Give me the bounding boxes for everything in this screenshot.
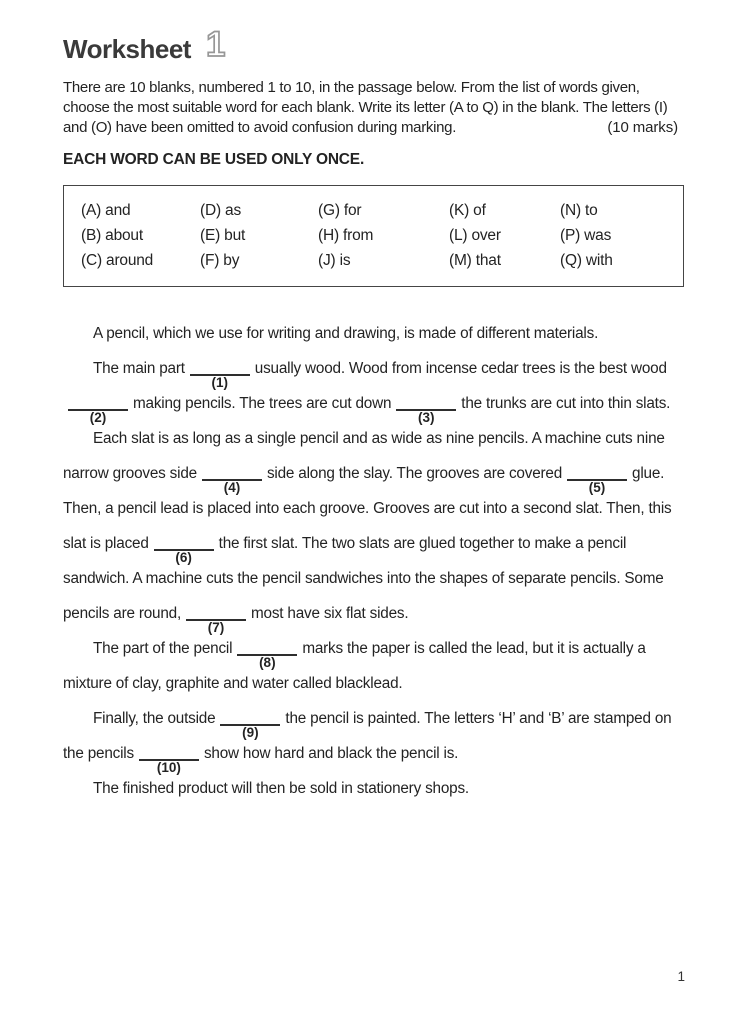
answer-blank-5: [567, 464, 627, 495]
blank-number: (4): [223, 480, 241, 495]
word-option: (J) is: [318, 252, 351, 269]
blank-number: (8): [259, 655, 276, 670]
answer-blank-4: [202, 464, 262, 495]
blank-number: (3): [418, 410, 435, 425]
word-option: (C) around: [81, 252, 154, 269]
passage-paragraph: The part of the pencil (8) marks the paper is called the lead, but it is actually a mixture of clay, graphite and water called blacklead.: [63, 640, 646, 692]
rule-text: EACH WORD CAN BE USED ONLY ONCE.: [63, 151, 365, 168]
answer-blank-2: [68, 394, 128, 425]
word-option: (L) over: [449, 227, 501, 244]
word-option: (P) was: [560, 227, 612, 244]
answer-blank-10: [139, 744, 199, 775]
word-option: (D) as: [200, 202, 241, 219]
answer-blank-9: [220, 709, 280, 740]
word-option: (Q) with: [560, 252, 613, 269]
word-option: (H) from: [318, 227, 374, 244]
blank-number: (2): [89, 410, 107, 425]
answer-blank-7: [186, 604, 246, 635]
passage-paragraph: Each slat is as long as a single pencil and as wide as nine pencils. A machine cuts nine narrow grooves side (4) side along the slay. The grooves are covered (5) glue. Then, a pencil lead is placed into each groove. Grooves are cut into a second slat. Then, this slat is placed (6) the first slat. The two slats are glued together to make a pencil sandwich. A machine cuts the pencil sandwiches into the shapes of separate pencils. Some pencils are round, (7) most have six flat sides.: [63, 430, 672, 635]
word-option: (M) that: [449, 252, 501, 269]
word-option: (A) and: [81, 202, 131, 219]
word-option: (K) of: [449, 202, 486, 219]
word-option: (G) for: [318, 202, 362, 219]
passage: [63, 316, 684, 806]
passage-paragraph: Finally, the outside (9) the pencil is painted. The letters ‘H’ and ‘B’ are stamped on the pencils (10) show how hard and black the pencil is.: [63, 710, 672, 775]
blank-number: (9): [242, 725, 259, 740]
marks-label: (10 marks): [607, 119, 678, 136]
passage-paragraph: The finished product will then be sold in stationery shops.: [93, 780, 469, 797]
word-bank: [63, 185, 684, 287]
page-number: 1: [677, 969, 685, 984]
instructions-text: There are 10 blanks, numbered 1 to 10, in the passage below. From the list of words given, choose the most suitable word for each blank. Write its letter (A to Q) in the blank. The letters (I) and (O) have been omitted to avoid confusion during marking.: [63, 79, 668, 136]
page-title: Worksheet: [63, 34, 191, 64]
title-row: [63, 25, 684, 66]
word-option: (E) but: [200, 227, 246, 244]
answer-blank-6: [154, 534, 214, 565]
blank-number: (5): [588, 480, 606, 495]
blank-number: (10): [156, 760, 181, 775]
blank-number: (6): [175, 550, 192, 565]
worksheet-number: 1: [205, 25, 226, 64]
instructions: [63, 78, 684, 138]
blank-number: (1): [211, 375, 229, 390]
page-content: [63, 25, 684, 806]
word-option: (B) about: [81, 227, 143, 244]
word-option: (N) to: [560, 202, 598, 219]
passage-paragraph: A pencil, which we use for writing and drawing, is made of different materials.: [93, 325, 599, 342]
word-option: (F) by: [200, 252, 240, 269]
answer-blank-3: [396, 394, 456, 425]
blank-number: (7): [207, 620, 225, 635]
passage-paragraph: The main part (1) usually wood. Wood from incense cedar trees is the best wood (2) making pencils. The trees are cut down (3) the trunks are cut into thin slats.: [63, 351, 684, 421]
answer-blank-8: [237, 639, 297, 670]
answer-blank-1: [190, 359, 250, 390]
